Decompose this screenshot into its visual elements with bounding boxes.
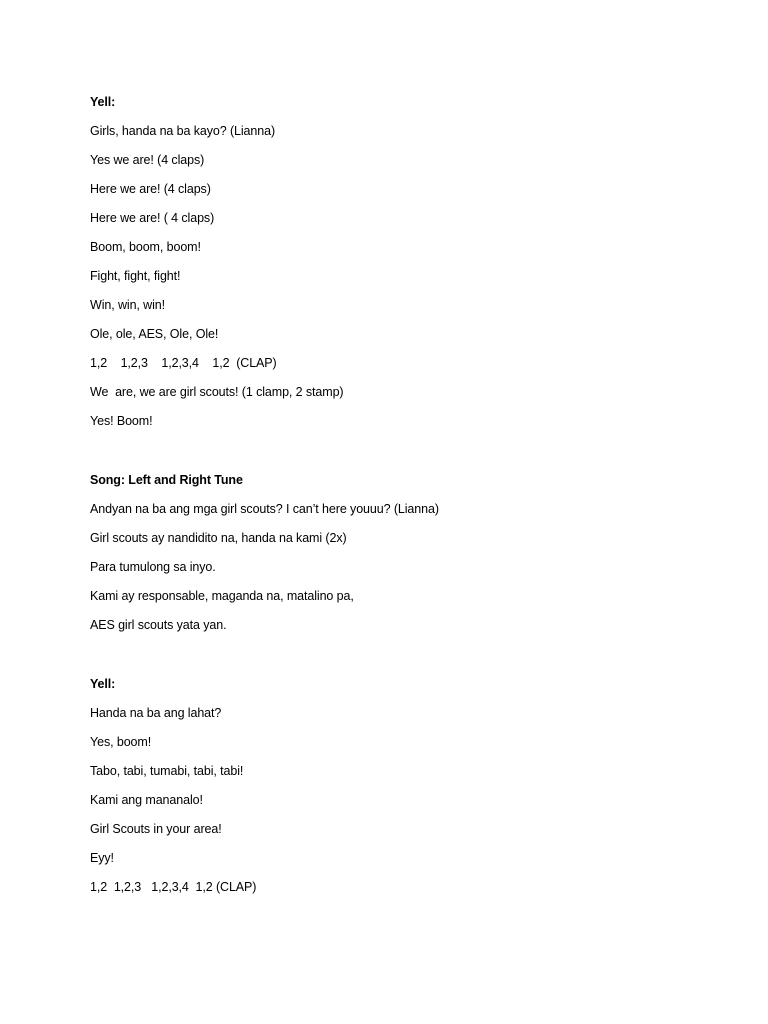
section-heading-yell-2: Yell: — [90, 677, 116, 691]
text-line: AES girl scouts yata yan. — [90, 618, 227, 632]
text-line: Fight, fight, fight! — [90, 269, 181, 283]
text-line: Kami ay responsable, maganda na, matalino pa, — [90, 589, 354, 603]
text-line: Yes we are! (4 claps) — [90, 153, 205, 167]
text-line: Here we are! (4 claps) — [90, 182, 211, 196]
text-line: 1,2 1,2,3 1,2,3,4 1,2 (CLAP) — [90, 356, 277, 370]
text-line: Girl Scouts in your area! — [90, 822, 222, 836]
text-line: Para tumulong sa inyo. — [90, 560, 216, 574]
text-line: We are, we are girl scouts! (1 clamp, 2 stamp) — [90, 385, 344, 399]
text-line: Girl scouts ay nandidito na, handa na kami (2x) — [90, 531, 347, 545]
text-line: 1,2 1,2,3 1,2,3,4 1,2 (CLAP) — [90, 880, 257, 894]
text-line: Yes! Boom! — [90, 414, 153, 428]
text-line: Girls, handa na ba kayo? (Lianna) — [90, 124, 276, 138]
text-line: Here we are! ( 4 claps) — [90, 211, 215, 225]
text-line: Yes, boom! — [90, 735, 152, 749]
text-line: Boom, boom, boom! — [90, 240, 201, 254]
text-line: Ole, ole, AES, Ole, Ole! — [90, 327, 219, 341]
text-line: Tabo, tabi, tumabi, tabi, tabi! — [90, 764, 244, 778]
section-heading-song: Song: Left and Right Tune — [90, 473, 243, 487]
text-line: Eyy! — [90, 851, 114, 865]
text-line: Kami ang mananalo! — [90, 793, 203, 807]
text-line: Handa na ba ang lahat? — [90, 706, 222, 720]
section-heading-yell-1: Yell: — [90, 95, 116, 109]
text-line: Win, win, win! — [90, 298, 166, 312]
text-line: Andyan na ba ang mga girl scouts? I can’t here youuu? (Lianna) — [90, 502, 439, 516]
